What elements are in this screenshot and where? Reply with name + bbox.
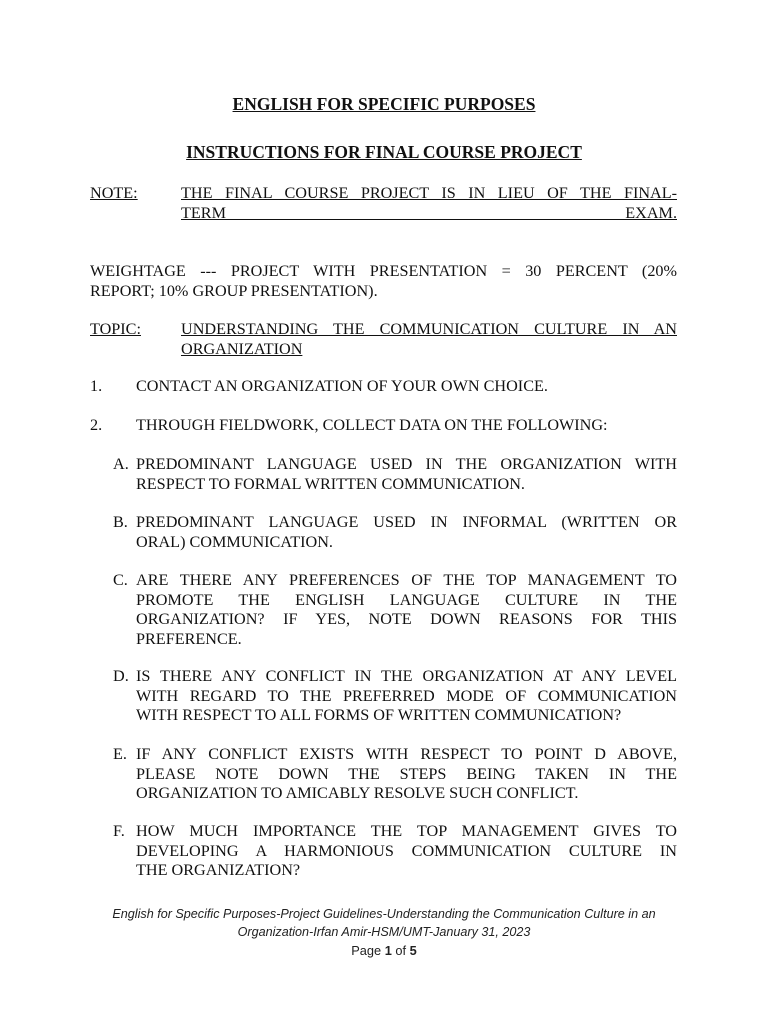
item-text [136,455,677,494]
topic-label: TOPIC: [90,320,141,338]
document-subtitle: INSTRUCTIONS FOR FINAL COURSE PROJECT [186,142,582,162]
step-number: 2. [90,416,103,434]
item-line: THE ORGANIZATION? [136,861,301,879]
step-text: THROUGH FIELDWORK, COLLECT DATA ON THE FOLLOWING: [136,416,608,434]
item-line: RESPECT TO FORMAL WRITTEN COMMUNICATION. [136,474,525,493]
item-line: WITH RESPECT TO ALL FORMS OF WRITTEN COMMUNICATION? [136,706,622,724]
item-line: ARE THERE ANY PREFERENCES OF THE TOP MANAGEMENT TO [136,571,677,589]
item-line: ORGANIZATION TO AMICABLY RESOLVE SUCH CONFLICT. [136,784,579,802]
step-2 [0,416,768,436]
page-word: Page [351,943,382,958]
footer-line-1: English for Specific Purposes-Project Guidelines-Understanding the Communication Culture in an [112,907,656,921]
note-block [0,184,768,224]
item-line: DEVELOPING A HARMONIOUS COMMUNICATION CULTURE IN [136,841,677,860]
item-line: HOW MUCH IMPORTANCE THE TOP MANAGEMENT GIVES TO [136,822,677,840]
page-total: 5 [409,943,417,958]
item-text [136,667,677,726]
topic-block [0,320,768,360]
item-line: PROMOTE THE ENGLISH LANGUAGE CULTURE IN THE [136,590,677,609]
item-line: PREDOMINANT LANGUAGE USED IN THE ORGANIZATION WITH [136,455,677,473]
item-letter: B. [113,513,128,531]
note-text [181,184,677,223]
note-label: NOTE: [90,184,138,202]
page-of: of [395,943,407,958]
item-line: IS THERE ANY CONFLICT IN THE ORGANIZATION AT ANY LEVEL [136,667,677,685]
step-number: 1. [90,377,103,395]
step-1 [0,377,768,397]
weightage-line-2: REPORT; 10% GROUP PRESENTATION). [90,281,378,300]
item-letter: A. [113,455,129,473]
item-letter: F. [113,822,125,840]
item-line: WITH REGARD TO THE PREFERRED MODE OF COMMUNICATION [136,686,677,705]
item-line: ORGANIZATION? IF YES, NOTE DOWN REASONS FOR THIS [136,610,677,628]
weightage-text [90,262,677,301]
step-text: CONTACT AN ORGANIZATION OF YOUR OWN CHOICE. [136,377,548,395]
topic-text [181,320,677,359]
item-text [136,822,677,881]
topic-line-2: ORGANIZATION [181,339,303,358]
item-line: IF ANY CONFLICT EXISTS WITH RESPECT TO POINT D ABOVE, [136,745,677,763]
item-letter: C. [113,571,128,589]
item-text [136,513,677,552]
topic-line-1: UNDERSTANDING THE COMMUNICATION CULTURE IN AN [181,320,677,338]
item-line: ORAL) COMMUNICATION. [136,532,333,551]
item-line: PREDOMINANT LANGUAGE USED IN INFORMAL (WRITTEN OR [136,513,677,531]
document-title: ENGLISH FOR SPECIFIC PURPOSES [232,94,536,114]
item-text [136,571,677,649]
page-number [0,943,768,958]
item-line: PLEASE NOTE DOWN THE STEPS BEING TAKEN IN THE [136,764,677,783]
item-letter: D. [113,667,129,685]
item-letter: E. [113,745,127,763]
page-current: 1 [384,943,392,958]
weightage-line-1: WEIGHTAGE --- PROJECT WITH PRESENTATION = 30 PERCENT (20% [90,262,677,280]
item-text [136,745,677,804]
footer-line-2: Organization-Irfan Amir-HSM/UMT-January 31, 2023 [237,925,531,939]
weightage-block [0,262,768,302]
item-line: PREFERENCE. [136,629,242,648]
note-line-2: TERM EXAM. [181,203,677,222]
note-line-1: THE FINAL COURSE PROJECT IS IN LIEU OF THE FINAL- [181,184,677,202]
